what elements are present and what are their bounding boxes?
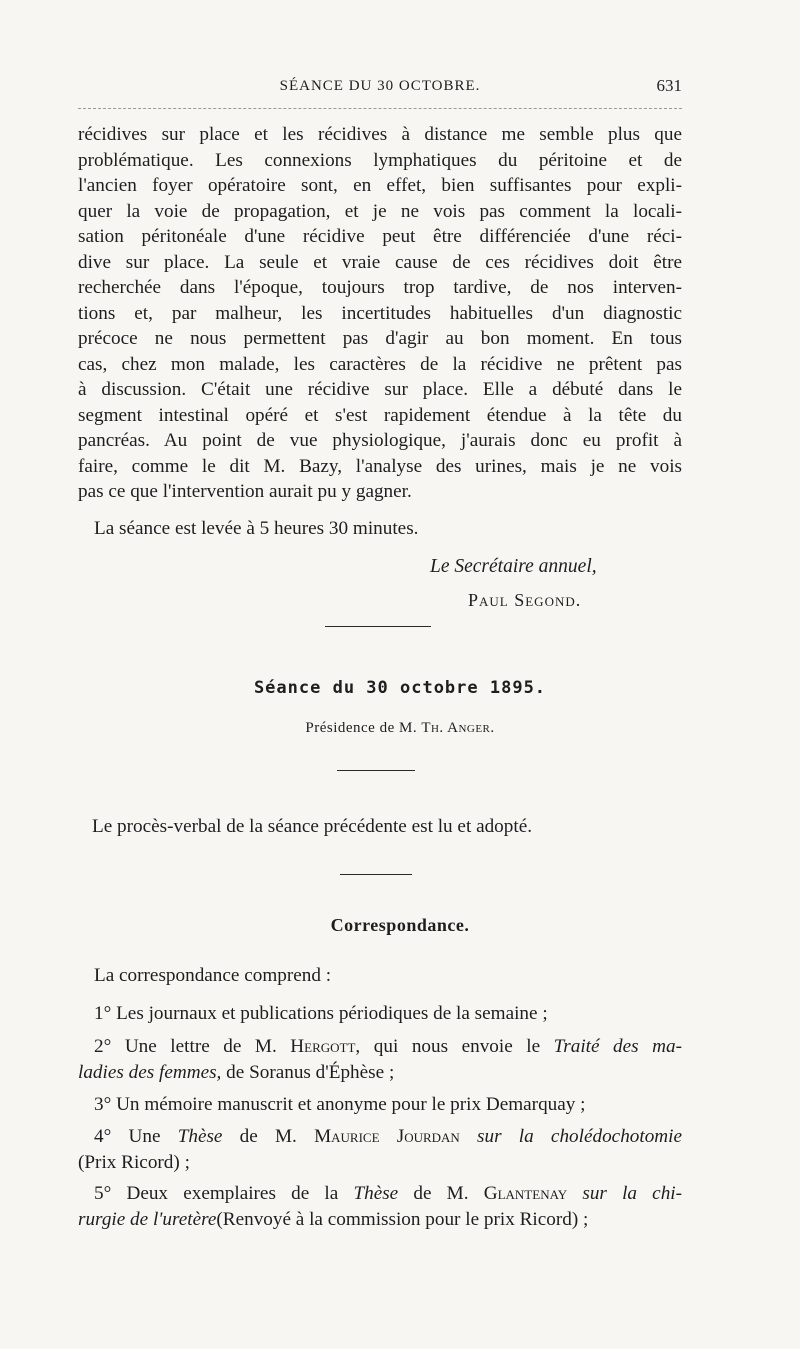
page-header [78, 76, 682, 98]
item-text: (Renvoyé à la commission pour le prix Ricord) ; [216, 1208, 589, 1230]
text-line: sation péritonéale d'une récidive peut être différenciée d'une réci- [78, 226, 682, 247]
item-number: 1° [94, 1003, 112, 1024]
correspondence-heading: Correspondance. [330, 915, 470, 935]
item-line [78, 1207, 682, 1233]
section-rule [340, 874, 412, 875]
work-title: sur la cholédochotomie [477, 1126, 683, 1147]
running-title: SÉANCE DU 30 OCTOBRE. [279, 78, 481, 94]
work-title: Thèse [177, 1126, 223, 1147]
list-item [78, 1124, 682, 1175]
list-item [94, 1001, 698, 1027]
text-line: recherchée dans l'époque, toujours trop tardive, de nos interven- [78, 277, 682, 298]
item-line [78, 1124, 682, 1150]
item-line [78, 1150, 682, 1176]
item-line [78, 1181, 682, 1207]
correspondence-intro: La correspondance comprend : [94, 965, 332, 986]
item-number: 2° [94, 1036, 112, 1057]
text-line: segment intestinal opéré et s'est rapidement étendue à la tête du [78, 404, 682, 426]
text-line: cas, chez mon malade, les caractères de la récidive ne prêtent pas [78, 353, 682, 375]
item-line [78, 1034, 682, 1060]
item-text: qui nous envoie le [373, 1036, 541, 1057]
text-line: quer la voie de propagation, et je ne vois pas comment la locali- [78, 200, 682, 222]
president-name: Th. Anger. [421, 720, 495, 736]
section-rule [325, 626, 431, 627]
work-title: sur la chi- [582, 1183, 683, 1204]
section-rule [337, 770, 415, 771]
text-line: problématique. Les connexions lymphatiques du péritoine et de [78, 149, 682, 171]
item-text: de M. [239, 1126, 297, 1147]
header-rule [78, 108, 682, 109]
signature-title: Le Secrétaire annuel, [430, 556, 597, 577]
text-line: précoce ne nous permettent pas d'agir au bon moment. En tous [78, 328, 682, 349]
text-line: tions et, par malheur, les incertitudes habituelles d'un diagnostic [78, 302, 682, 324]
text-line: dive sur place. La seule et vraie cause de ces récidives doit être [78, 251, 682, 273]
item-number: 3° [94, 1094, 112, 1115]
list-item [94, 1092, 698, 1118]
item-text: de Soranus d'Éphèse ; [226, 1061, 395, 1083]
presidence-line [0, 720, 800, 737]
text-line: à discussion. C'était une récidive sur place. Elle a débuté dans le [78, 379, 682, 400]
work-title: rurgie de l'uretère [78, 1208, 217, 1230]
text-line: pancréas. Au point de vue physiologique, j'aurais donc eu profit à [78, 430, 682, 451]
list-item [78, 1181, 682, 1232]
work-title: ladies des femmes, [78, 1061, 222, 1083]
list-item [78, 1034, 682, 1085]
item-line [78, 1060, 682, 1086]
item-text: (Prix Ricord) ; [78, 1151, 190, 1173]
signature-name: Paul Segond. [468, 590, 582, 610]
text-line: l'ancien foyer opératoire sont, en effet, bien suffisantes pour expli- [78, 175, 682, 196]
author-name: Hergott, [290, 1036, 361, 1057]
text-line: récidives sur place et les récidives à distance me semble plus que [78, 124, 682, 145]
author-name: Maurice Jourdan [314, 1126, 460, 1147]
item-text: de M. [413, 1183, 469, 1204]
item-text: Une [128, 1126, 161, 1147]
item-number: 5° [94, 1183, 112, 1204]
item-text: Un mémoire manuscrit et anonyme pour le prix Demarquay ; [116, 1094, 586, 1115]
item-text: Les journaux et publications périodiques de la semaine ; [116, 1003, 548, 1024]
presidence-prefix: Présidence de M. [305, 720, 418, 736]
item-number: 4° [94, 1126, 112, 1147]
author-name: Glantenay [483, 1183, 568, 1204]
page-number: 631 [656, 76, 682, 95]
closing-line: La séance est levée à 5 heures 30 minutes. [94, 518, 419, 539]
text-line: faire, comme le dit M. Bazy, l'analyse des urines, mais je ne vois [78, 455, 682, 477]
minutes-line: Le procès-verbal de la séance précédente est lu et adopté. [92, 816, 533, 837]
session-title: Séance du 30 octobre 1895. [253, 678, 547, 698]
item-text: Deux exemplaires de la [126, 1183, 339, 1204]
text-line: pas ce que l'intervention aurait pu y gagner. [78, 481, 412, 502]
work-title: Traité des ma- [553, 1036, 682, 1057]
item-text: Une lettre de M. [124, 1036, 277, 1057]
work-title: Thèse [353, 1183, 399, 1204]
body-paragraph [78, 122, 682, 505]
